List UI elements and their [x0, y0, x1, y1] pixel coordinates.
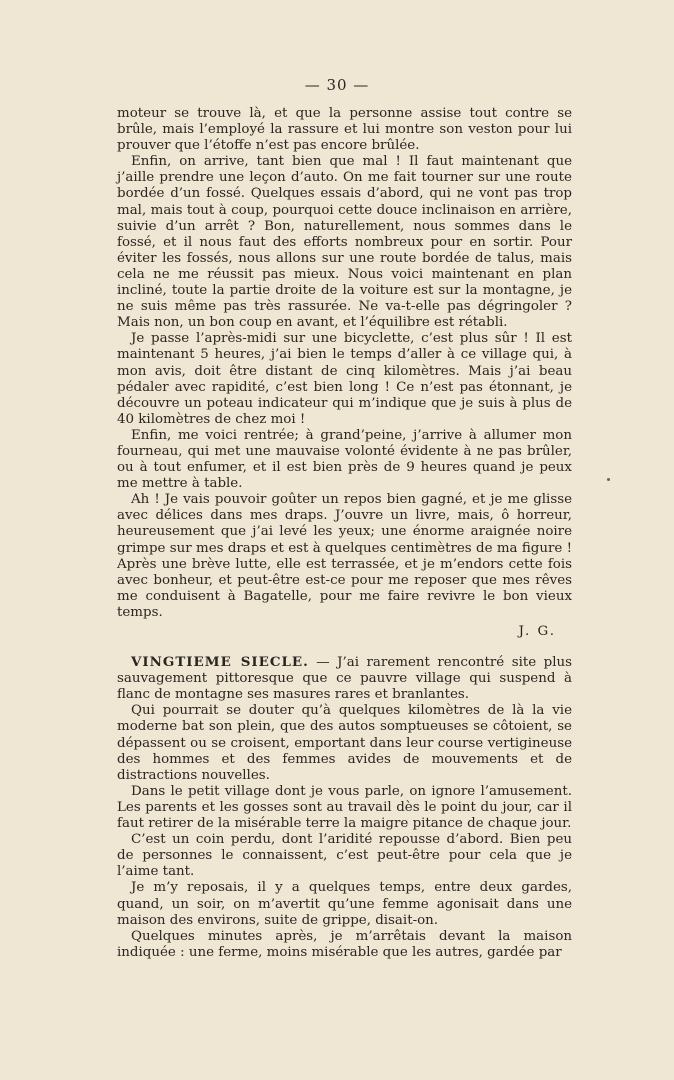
section-first-paragraph [117, 654, 572, 703]
section-first-text: — J’ai rarement rencontré site plus sauvagement pittoresque que ce pauvre village qui suspend à flanc de montagne ses masures rares et branlantes. [117, 655, 572, 703]
signature: J. G. [518, 624, 556, 639]
paragraph: Enfin, on arrive, tant bien que mal ! Il faut maintenant que j’aille prendre une leçon d’auto. On me fait tourner sur une route bordée d’un fossé. Quelques essais d’abord, qui ne vont pas trop mal, mais tout à coup, pourquoi cette douce inclinaison en arrière, suivie d’un arrêt ? Bon, naturellement, nous sommes dans le fossé, et il nous faut des efforts nombreux pour en sortir. Pour éviter les fossés, nous allons sur une route bordée de talus, mais cela ne me réussit pas mieux. Nous voici maintenant en plan incliné, toute la partie droite de la voiture est sur la montagne, je ne suis même pas très rassurée. Ne va-t-elle pas dégringoler ? Mais non, un bon coup en avant, et l’équilibre est rétabli. [117, 154, 572, 331]
paragraph: Je m’y reposais, il y a quelques temps, entre deux gardes, quand, un soir, on m’avertit qu’une femme agonisait dans une maison des environs, suite de grippe, disait-on. [117, 880, 572, 928]
paragraph: moteur se trouve là, et que la personne assise tout contre se brûle, mais l’employé la rassure et lui montre son veston pour lui prouver que l’étoffe n’est pas encore brûlée. [117, 106, 572, 154]
section-heading: VINGTIEME SIECLE. [131, 654, 309, 671]
text-column [117, 106, 572, 961]
ink-dot [607, 478, 610, 481]
page-number: — 30 — [304, 76, 370, 94]
paragraph: Dans le petit village dont je vous parle, on ignore l’amusement. Les parents et les gosses sont au travail dès le point du jour, car il faut retirer de la misérable terre la maigre pitance de chaque jour. [117, 783, 572, 832]
paragraph: Je passe l’après-midi sur une bicyclette, c’est plus sûr ! Il est maintenant 5 heures, j’ai bien le temps d’aller à ce village qui, à mon avis, doit être distant de cinq kilomètres. Mais j’ai beau pédaler avec rapidité, c’est bien long ! Ce n’est pas étonnant, je découvre un poteau indicateur qui m’indique que je suis à plus de 40 kilomètres de chez moi ! [117, 331, 572, 427]
paragraph: Quelques minutes après, je m’arrêtais devant la maison indiquée : une ferme, moins misérable que les autres, gardée par [117, 928, 572, 960]
paragraph: C’est un coin perdu, dont l’aridité repousse d’abord. Bien peu de personnes le connaissent, c’est peut-être pour cela que je l’aime tant. [117, 832, 572, 880]
paragraph: Ah ! Je vais pouvoir goûter un repos bien gagné, et je me glisse avec délices dans mes draps. J’ouvre un livre, mais, ô horreur, heureusement que j’ai levé les yeux; une énorme araignée noire grimpe sur mes draps et est à quelques centimètres de ma figure ! Après une brève lutte, elle est terrassée, et je m’endors cette fois avec bonheur, et peut-être est-ce pour me reposer que mes rêves me conduisent à Bagatelle, pour me faire revivre le bon vieux temps. [117, 492, 572, 620]
paragraph: Qui pourrait se douter qu’à quelques kilomètres de là la vie moderne bat son plein, que des autos somptueuses se côtoient, se dépassent ou se croisent, emportant dans leur course vertigineuse des hommes et des femmes avides de mouvements et de distractions nouvelles. [117, 703, 572, 783]
paragraph: Enfin, me voici rentrée; à grand’peine, j’arrive à allumer mon fourneau, qui met une mauvaise volonté évidente à ne pas brûler, ou à tout enfumer, et il est bien près de 9 heures quand je peux me mettre à table. [117, 427, 572, 492]
